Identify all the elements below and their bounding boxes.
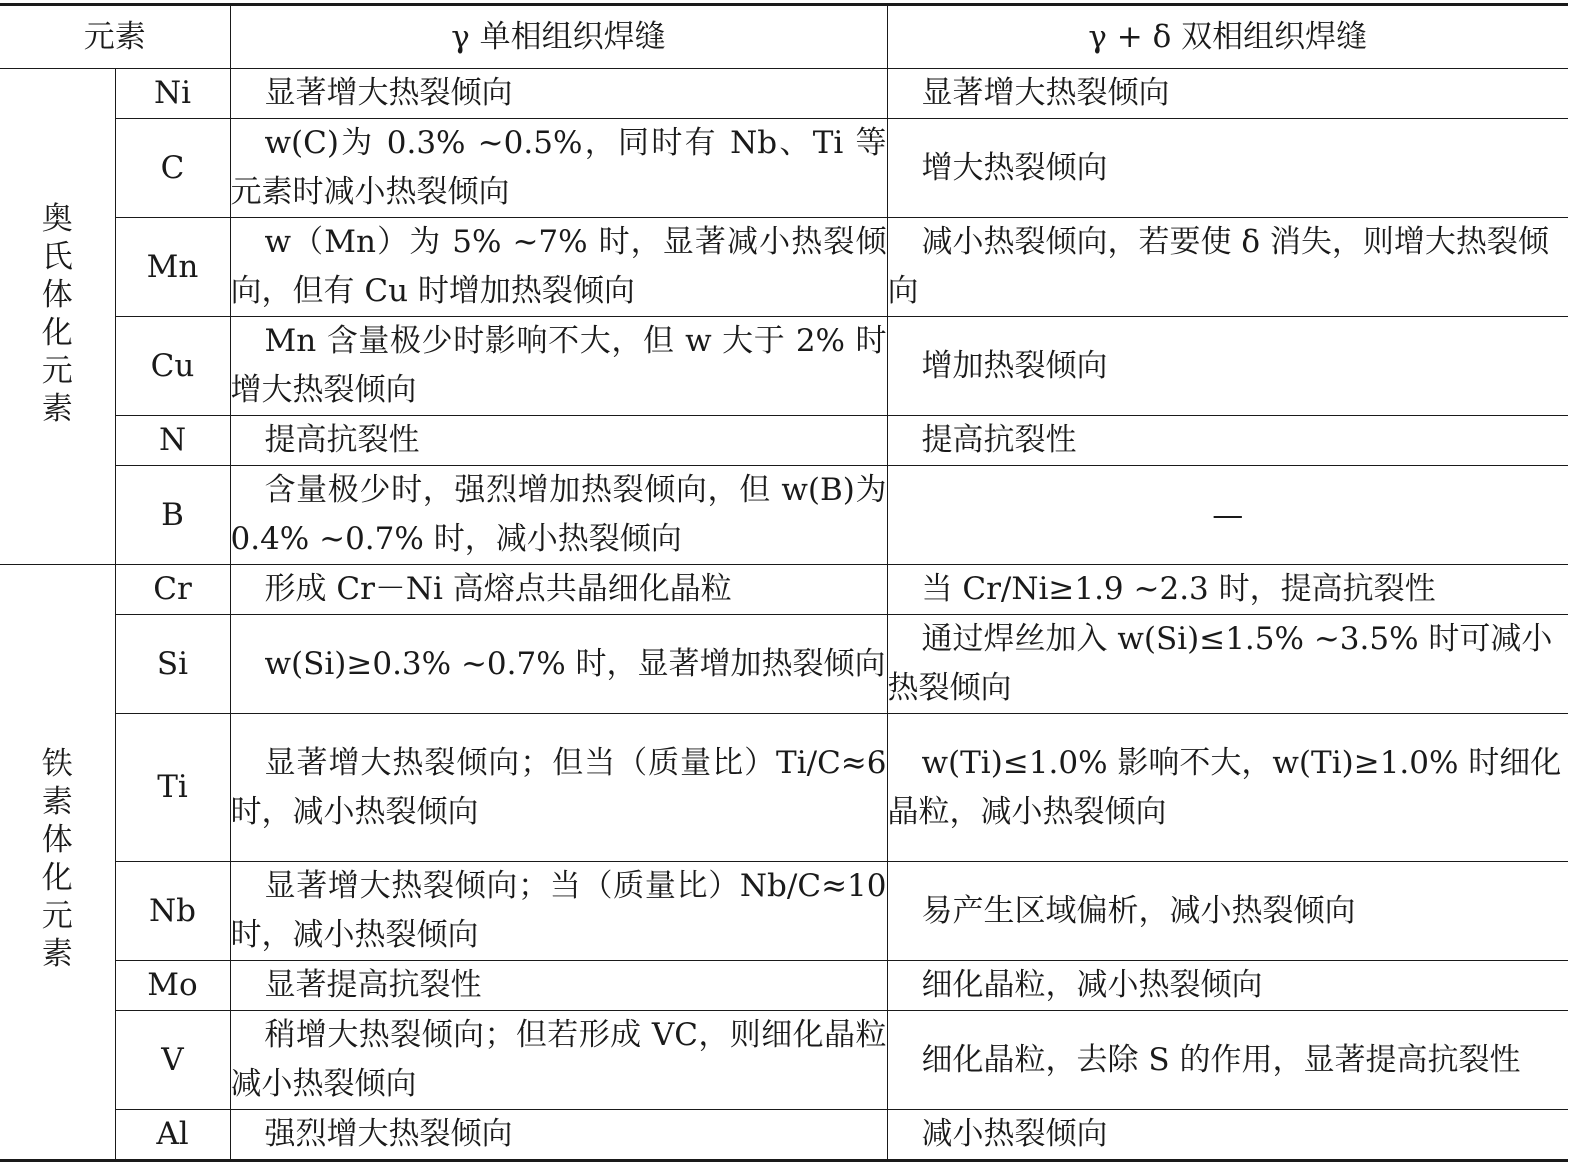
gamma-effect-cell <box>230 714 887 862</box>
gamma-effect-cell <box>230 317 887 416</box>
element-cell: Mo <box>115 961 230 1011</box>
gamma-effect-text: 显著增大热裂倾向；当（质量比）Nb/C≈10 时，减小热裂倾向 <box>230 868 887 953</box>
gamma-effect-text: w(C)为 0.3% ~0.5%，同时有 Nb、Ti 等元素时减小热裂倾向 <box>230 125 887 210</box>
element-cell: Al <box>115 1110 230 1161</box>
dual-effect-cell <box>887 69 1568 119</box>
element-cell: C <box>115 119 230 218</box>
header-gamma-delta-dual-phase: γ + δ 双相组织焊缝 <box>887 5 1568 69</box>
dual-effect-cell <box>887 565 1568 615</box>
gamma-effect-text: 含量极少时，强烈增加热裂倾向，但 w(B)为 0.4% ~0.7% 时，减小热裂倾向 <box>230 472 887 557</box>
group-label: 铁素体化元素 <box>41 746 73 972</box>
dual-effect-text: 通过焊丝加入 w(Si)≤1.5% ~3.5% 时可减小热裂倾向 <box>887 621 1553 706</box>
dual-effect-text: 增大热裂倾向 <box>921 149 1108 186</box>
header-gamma-single-phase: γ 单相组织焊缝 <box>230 5 887 69</box>
dual-effect-cell <box>887 416 1568 466</box>
table-row <box>0 862 1568 961</box>
gamma-effect-text: 显著增大热裂倾向 <box>264 75 513 111</box>
dual-effect-cell <box>887 218 1568 317</box>
gamma-effect-cell <box>230 119 887 218</box>
dual-effect-cell <box>887 961 1568 1011</box>
gamma-effect-text: 显著提高抗裂性 <box>264 967 482 1003</box>
dual-effect-cell <box>887 615 1568 714</box>
dual-effect-text: 增加热裂倾向 <box>921 347 1108 384</box>
table-row <box>0 119 1568 218</box>
gamma-effect-cell <box>230 466 887 565</box>
dual-effect-cell <box>887 862 1568 961</box>
table-row <box>0 1110 1568 1161</box>
gamma-effect-text: 稍增大热裂倾向；但若形成 VC，则细化晶粒减小热裂倾向 <box>230 1017 887 1102</box>
dual-effect-text: w(Ti)≤1.0% 影响不大，w(Ti)≥1.0% 时细化晶粒，减小热裂倾向 <box>887 744 1562 830</box>
element-cell: Ti <box>115 714 230 862</box>
dual-effect-text: 细化晶粒，减小热裂倾向 <box>921 967 1263 1003</box>
header-row <box>0 5 1568 69</box>
table-row <box>0 317 1568 416</box>
gamma-effect-text: 显著增大热裂倾向；但当（质量比）Ti/C≈6 时，减小热裂倾向 <box>230 744 887 830</box>
gamma-effect-text: 提高抗裂性 <box>264 422 420 458</box>
gamma-effect-cell <box>230 862 887 961</box>
gamma-effect-text: 形成 Cr－Ni 高熔点共晶细化晶粒 <box>264 571 732 607</box>
dual-effect-cell <box>887 119 1568 218</box>
dual-effect-text: 易产生区域偏析，减小热裂倾向 <box>921 892 1356 929</box>
element-cell: Ni <box>115 69 230 119</box>
element-cell: Nb <box>115 862 230 961</box>
gamma-effect-text: w（Mn）为 5% ~7% 时，显著减小热裂倾向，但有 Cu 时增加热裂倾向 <box>230 224 887 309</box>
element-cell: B <box>115 466 230 565</box>
table-row <box>0 416 1568 466</box>
table-row <box>0 565 1568 615</box>
table-row <box>0 961 1568 1011</box>
element-cell: Si <box>115 615 230 714</box>
dual-effect-cell <box>887 1011 1568 1110</box>
element-cell: Mn <box>115 218 230 317</box>
group-label: 奥氏体化元素 <box>41 200 73 427</box>
gamma-effect-cell <box>230 69 887 119</box>
group-austenite-formers <box>0 69 115 565</box>
gamma-effect-cell <box>230 565 887 615</box>
gamma-effect-cell <box>230 218 887 317</box>
table-row <box>0 714 1568 862</box>
header-element: 元素 <box>0 5 230 69</box>
dual-effect-cell <box>887 317 1568 416</box>
gamma-effect-cell <box>230 615 887 714</box>
table-row <box>0 69 1568 119</box>
element-cell: V <box>115 1011 230 1110</box>
dual-effect-text: 细化晶粒，去除 S 的作用，显著提高抗裂性 <box>921 1041 1521 1078</box>
element-cell: N <box>115 416 230 466</box>
dual-effect-text: 当 Cr/Ni≥1.9 ~2.3 时，提高抗裂性 <box>921 571 1436 607</box>
gamma-effect-cell <box>230 416 887 466</box>
dual-effect-text: 显著增大热裂倾向 <box>921 75 1170 111</box>
gamma-effect-text: 强烈增大热裂倾向 <box>264 1116 513 1152</box>
element-cell: Cu <box>115 317 230 416</box>
table-row <box>0 218 1568 317</box>
element-cell: Cr <box>115 565 230 615</box>
group-ferrite-formers <box>0 565 115 1161</box>
gamma-effect-text: w(Si)≥0.3% ~0.7% 时，显著增加热裂倾向 <box>264 645 886 682</box>
gamma-effect-cell <box>230 961 887 1011</box>
dual-effect-cell: — <box>887 466 1568 565</box>
dual-effect-text: 提高抗裂性 <box>921 422 1077 458</box>
table-row <box>0 615 1568 714</box>
table-row <box>0 1011 1568 1110</box>
dual-effect-text: 减小热裂倾向，若要使 δ 消失，则增大热裂倾向 <box>887 224 1549 309</box>
gamma-effect-text: Mn 含量极少时影响不大，但 w 大于 2% 时增大热裂倾向 <box>230 323 887 408</box>
table-row <box>0 466 1568 565</box>
gamma-effect-cell <box>230 1110 887 1161</box>
alloy-element-table <box>0 3 1568 1162</box>
gamma-effect-cell <box>230 1011 887 1110</box>
dual-effect-text: 减小热裂倾向 <box>921 1116 1108 1152</box>
dual-effect-cell <box>887 1110 1568 1161</box>
dual-effect-cell <box>887 714 1568 862</box>
